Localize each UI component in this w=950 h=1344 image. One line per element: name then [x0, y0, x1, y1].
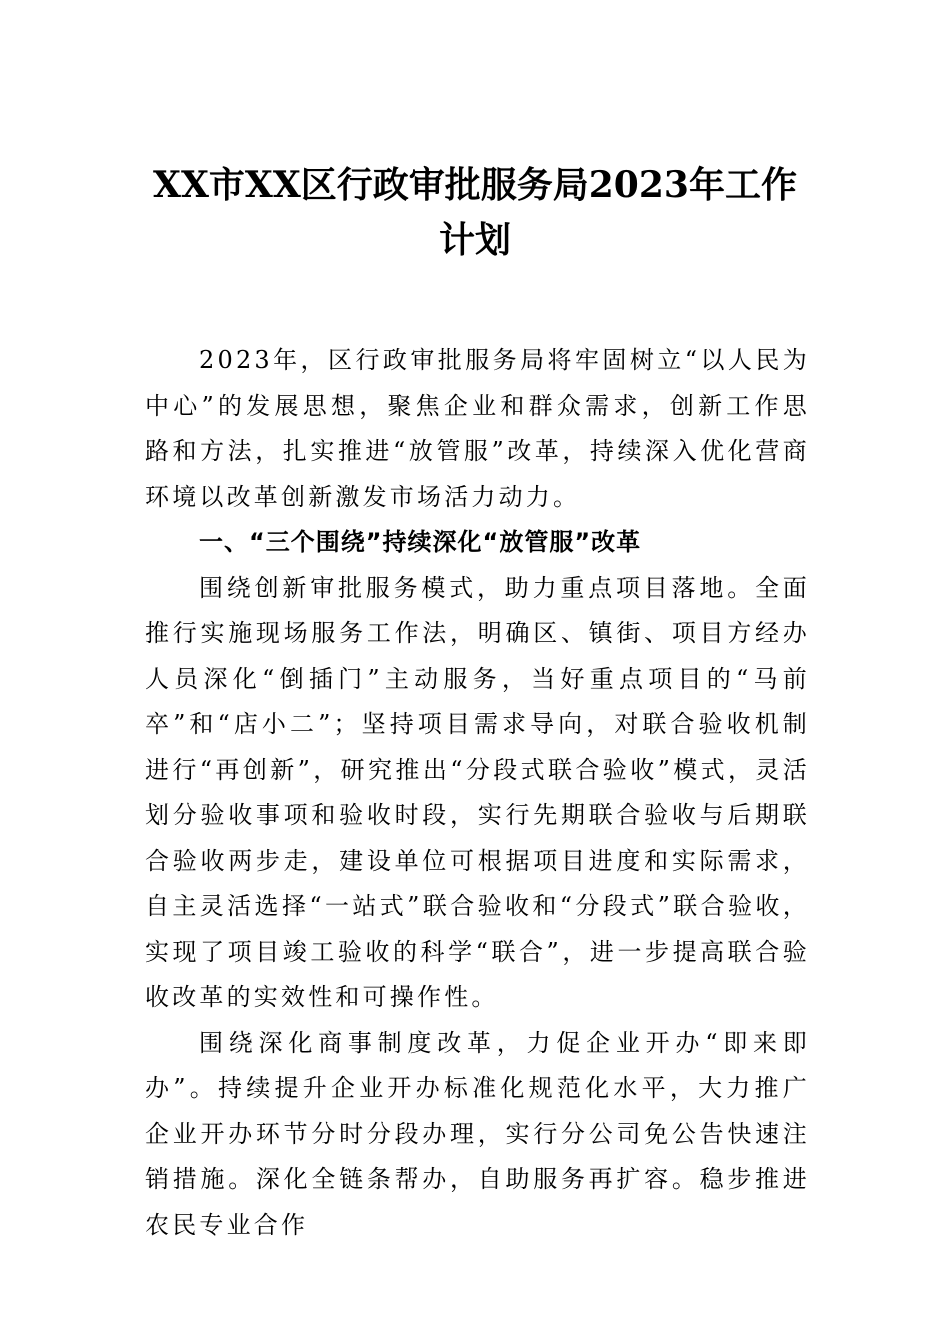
document-body — [145, 338, 810, 1248]
document-title-line-1: XX市XX区行政审批服务局2023年工作 — [153, 164, 797, 206]
section-heading-1: 一、“三个围绕”持续深化“放管服”改革 — [199, 528, 642, 556]
body-paragraph-2: 围绕深化商事制度改革，力促企业开办“即来即办”。持续提升企业开办标准化规范化水平，大力推广企业开办环节分时分段办理，实行分公司免公告快速注销措施。深化全链条帮办，自助服务再扩容。稳步推进农民专业合作 — [145, 1028, 810, 1239]
body-paragraph-1: 围绕创新审批服务模式，助力重点项目落地。全面推行实施现场服务工作法，明确区、镇街、项目方经办人员深化“倒插门”主动服务，当好重点项目的“马前卒”和“店小二”；坚持项目需求导向，对联合验收机制进行“再创新”，研究推出“分段式联合验收”模式，灵活划分验收事项和验收时段，实行先期联合验收与后期联合验收两步走，建设单位可根据项目进度和实际需求，自主灵活选择“一站式”联合验收和“分段式”联合验收，实现了项目竣工验收的科学“联合”，进一步提高联合验收改革的实效性和可操作性。 — [145, 573, 810, 1011]
intro-paragraph: 2023年，区行政审批服务局将牢固树立“以人民为中心”的发展思想，聚焦企业和群众需求，创新工作思路和方法，扎实推进“放管服”改革，持续深入优化营商环境以改革创新激发市场活力动力。 — [145, 346, 810, 511]
document-title-line-2: 计划 — [438, 219, 511, 261]
